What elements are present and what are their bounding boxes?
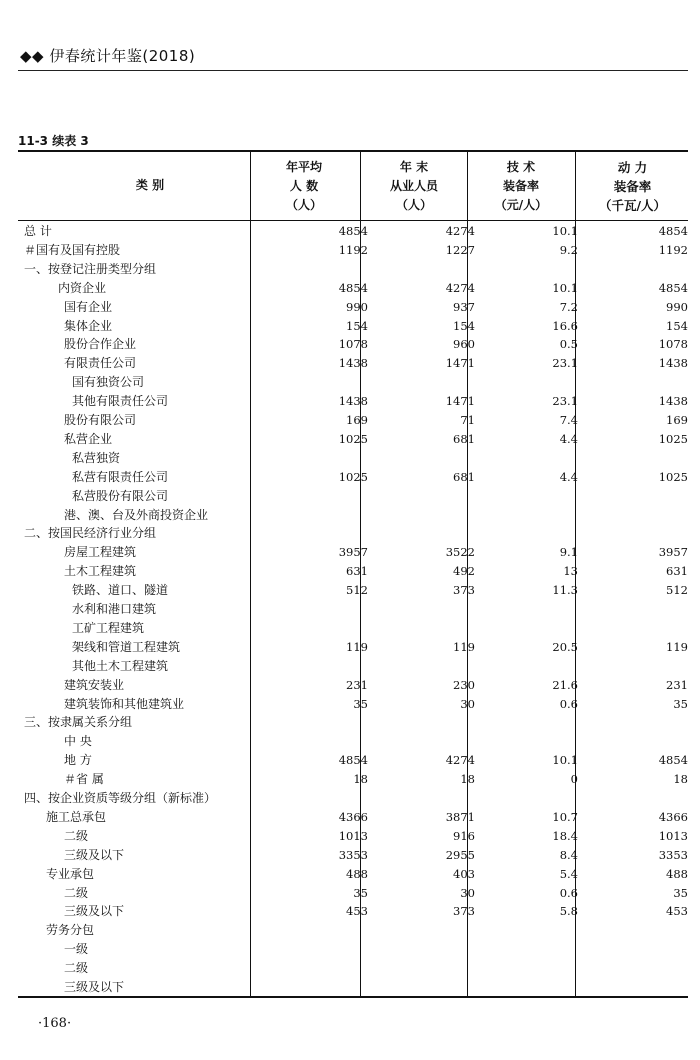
row-value: 3871 — [445, 809, 475, 824]
row-label: 水利和港口建筑 — [72, 602, 157, 616]
row-value: 5.8 — [559, 904, 578, 919]
row-value: 1025 — [338, 431, 368, 446]
table-row — [18, 487, 688, 506]
row-label: 二级 — [64, 828, 89, 843]
header-category: 类 别 — [135, 178, 165, 192]
row-value: 1227 — [445, 242, 475, 257]
row-value: 1438 — [338, 356, 368, 371]
row-value: 4366 — [338, 809, 368, 824]
row-value: 4274 — [445, 753, 475, 768]
row-value: 18 — [460, 772, 475, 787]
row-value: 23.1 — [552, 394, 578, 409]
row-value: 453 — [346, 904, 368, 919]
row-label: 一级 — [64, 942, 89, 957]
header-line: （元/人） — [494, 198, 548, 212]
header-line: 装备率 — [613, 179, 652, 194]
row-label: 二级 — [64, 961, 89, 976]
row-value: 119 — [666, 639, 688, 654]
page-number: ·168· — [38, 1016, 72, 1031]
row-value: 71 — [460, 413, 475, 427]
row-value: 13 — [563, 564, 578, 579]
row-value: 0.5 — [559, 337, 578, 352]
row-label: 建筑装饰和其他建筑业 — [64, 696, 185, 711]
row-label: 三级及以下 — [64, 980, 125, 994]
row-value: 1471 — [445, 394, 475, 409]
row-value: 1025 — [658, 469, 688, 484]
row-value: 9.2 — [559, 242, 578, 257]
row-value: 35 — [353, 696, 368, 711]
row-value: 11.3 — [552, 583, 578, 598]
table-row — [18, 581, 688, 600]
row-value: 0 — [570, 772, 578, 787]
row-value: 30 — [460, 885, 475, 900]
row-value: 10.1 — [552, 753, 578, 768]
table-row — [18, 600, 688, 619]
header-line: 从业人员 — [389, 179, 438, 193]
row-label: 三级及以下 — [64, 847, 125, 862]
row-value: 3353 — [658, 847, 688, 862]
row-value: 681 — [453, 469, 475, 484]
row-label: 内资企业 — [58, 280, 107, 295]
table-row — [18, 713, 688, 732]
row-value: 4854 — [658, 280, 688, 295]
row-label: 私营有限责任公司 — [72, 469, 169, 484]
table-row — [18, 978, 688, 997]
row-value: 1471 — [445, 356, 475, 371]
row-label: 股份有限公司 — [64, 413, 137, 427]
row-value: 3957 — [338, 545, 368, 560]
row-value: 18 — [673, 772, 688, 787]
row-value: 4854 — [338, 224, 368, 238]
row-label: 国有独资公司 — [72, 375, 145, 390]
row-value: 3522 — [445, 545, 475, 560]
row-value: 5.4 — [559, 866, 578, 881]
row-label: 中 央 — [64, 734, 92, 749]
row-value: 1013 — [338, 828, 368, 843]
row-value: 16.6 — [552, 318, 578, 333]
table-top-rule — [18, 150, 688, 152]
table-row — [18, 241, 688, 260]
table-row — [18, 354, 688, 373]
row-value: 4.4 — [559, 469, 578, 484]
row-label: 私营股份有限公司 — [72, 488, 169, 503]
row-label: 港、澳、台及外商投资企业 — [64, 507, 209, 522]
row-value: 23.1 — [552, 356, 578, 371]
table-row — [18, 808, 688, 827]
header-line: （千瓦/人） — [598, 198, 667, 213]
row-label: 一、按登记注册类型分组 — [24, 261, 157, 276]
row-label: 地 方 — [64, 753, 92, 768]
row-value: 453 — [666, 904, 688, 919]
row-value: 230 — [453, 677, 475, 692]
header-power-equipment-rate — [577, 158, 688, 215]
row-value: 10.1 — [552, 224, 578, 238]
row-label: 有限责任公司 — [64, 356, 137, 371]
row-value: 488 — [666, 866, 688, 881]
table-row — [18, 657, 688, 676]
row-value: 8.4 — [559, 847, 578, 862]
row-value: 960 — [453, 337, 475, 352]
table-row — [18, 392, 688, 411]
row-value: 990 — [346, 299, 368, 314]
row-value: 169 — [346, 413, 368, 427]
row-value: 916 — [453, 828, 475, 843]
row-value: 154 — [453, 318, 475, 333]
row-value: 119 — [346, 639, 368, 654]
row-value: 4854 — [658, 753, 688, 768]
row-value: 492 — [453, 564, 475, 579]
header-avg-persons — [252, 158, 356, 215]
row-label: 建筑安装业 — [64, 677, 125, 692]
row-value: 4274 — [445, 224, 475, 238]
row-label: 四、按企业资质等级分组（新标准） — [24, 791, 217, 805]
table-row — [18, 902, 688, 921]
table-row — [18, 506, 688, 525]
table-row — [18, 543, 688, 562]
row-value: 7.2 — [559, 299, 578, 314]
row-value: 154 — [346, 318, 368, 333]
row-value: 990 — [666, 299, 688, 314]
row-value: 2955 — [445, 847, 475, 862]
row-label: 集体企业 — [64, 318, 113, 333]
table-row — [18, 335, 688, 354]
row-label: 架线和管道工程建筑 — [72, 639, 181, 654]
row-value: 10.1 — [552, 280, 578, 295]
row-value: 4366 — [658, 809, 688, 824]
running-header: ◆◆ 伊春统计年鉴(2018) — [20, 47, 196, 65]
row-label: 专业承包 — [46, 866, 95, 881]
table-row — [18, 430, 688, 449]
row-label: 二级 — [64, 885, 89, 900]
row-label: ＃国有及国有控股 — [24, 242, 121, 257]
row-value: 7.4 — [559, 413, 578, 427]
table-row — [18, 619, 688, 638]
table-row — [18, 770, 688, 789]
row-value: 1438 — [658, 394, 688, 409]
row-label: 铁路、道口、隧道 — [72, 583, 169, 598]
row-value: 3353 — [338, 847, 368, 862]
row-value: 231 — [666, 677, 688, 692]
row-label: 总 计 — [24, 224, 52, 238]
table-row — [18, 865, 688, 884]
row-value: 4854 — [338, 280, 368, 295]
row-value: 4.4 — [559, 431, 578, 446]
row-label: 劳务分包 — [46, 923, 95, 938]
row-value: 35 — [353, 885, 368, 900]
row-label: 三、按隶属关系分组 — [24, 715, 133, 730]
table-row — [18, 449, 688, 468]
row-value: 30 — [460, 696, 475, 711]
row-value: 9.1 — [559, 545, 578, 560]
table-row — [18, 846, 688, 865]
table-row — [18, 959, 688, 978]
table-row — [18, 468, 688, 487]
row-value: 1438 — [658, 356, 688, 371]
row-value: 21.6 — [552, 677, 578, 692]
row-label: 私营独资 — [72, 450, 121, 465]
table-row — [18, 695, 688, 714]
row-value: 1025 — [338, 469, 368, 484]
row-value: 0.6 — [559, 885, 578, 900]
header-yearend-employees — [362, 158, 466, 215]
table-row — [18, 638, 688, 657]
header-tech-equipment-rate — [469, 158, 573, 215]
row-value: 373 — [453, 904, 475, 919]
table-row — [18, 222, 688, 241]
row-label: 施工总承包 — [46, 809, 107, 824]
header-line: 技 术 — [506, 160, 536, 174]
row-label: 工矿工程建筑 — [72, 620, 145, 635]
table-title: 11-3 续表 3 — [18, 134, 89, 148]
table-header-rule — [18, 220, 688, 221]
row-value: 10.7 — [552, 809, 578, 824]
row-value: 403 — [453, 866, 475, 881]
row-value: 512 — [666, 583, 688, 598]
row-value: 1025 — [658, 431, 688, 446]
row-value: 1192 — [658, 242, 688, 257]
row-value: 154 — [666, 318, 688, 333]
row-value: 1192 — [338, 242, 368, 257]
row-label: 二、按国民经济行业分组 — [24, 526, 157, 541]
row-label: 其他土木工程建筑 — [72, 658, 169, 673]
row-label: 其他有限责任公司 — [72, 394, 169, 409]
row-value: 35 — [673, 885, 688, 900]
row-value: 0.6 — [559, 696, 578, 711]
header-line: （人） — [395, 198, 432, 212]
row-value: 373 — [453, 583, 475, 598]
table-row — [18, 921, 688, 940]
header-line: 装备率 — [502, 179, 539, 193]
row-value: 488 — [346, 866, 368, 881]
table-row — [18, 373, 688, 392]
table-row — [18, 751, 688, 770]
header-line: 动 力 — [617, 160, 648, 175]
table-row — [18, 732, 688, 751]
row-label: 股份合作企业 — [64, 337, 137, 352]
row-value: 512 — [346, 583, 368, 598]
row-label: 房屋工程建筑 — [64, 545, 137, 560]
row-value: 1078 — [338, 337, 368, 352]
row-value: 18 — [353, 772, 368, 787]
table-row — [18, 411, 688, 430]
row-value: 631 — [346, 564, 368, 579]
row-value: 1013 — [658, 828, 688, 843]
header-line: 年 末 — [399, 160, 429, 174]
row-value: 4854 — [338, 753, 368, 768]
row-value: 169 — [666, 413, 688, 427]
row-value: 1438 — [338, 394, 368, 409]
row-label: 国有企业 — [64, 299, 113, 314]
row-value: 4274 — [445, 280, 475, 295]
table-row — [18, 317, 688, 336]
row-label: 私营企业 — [64, 431, 113, 446]
row-value: 20.5 — [552, 639, 578, 654]
table-row — [18, 279, 688, 298]
row-value: 681 — [453, 431, 475, 446]
row-label: 土木工程建筑 — [64, 564, 137, 579]
table-row — [18, 260, 688, 279]
row-value: 631 — [666, 564, 688, 579]
row-value: 1078 — [658, 337, 688, 352]
row-value: 18.4 — [552, 828, 578, 843]
table-row — [18, 789, 688, 808]
table-row — [18, 298, 688, 317]
row-value: 231 — [346, 677, 368, 692]
header-rule — [18, 70, 688, 71]
header-line: 年平均 — [285, 160, 322, 174]
table-row — [18, 524, 688, 543]
row-value: 937 — [453, 299, 475, 314]
row-value: 4854 — [658, 224, 688, 238]
row-label: 三级及以下 — [64, 904, 125, 919]
table-row — [18, 676, 688, 695]
row-value: 3957 — [658, 545, 688, 560]
row-label: ＃省 属 — [64, 772, 104, 787]
table-row — [18, 562, 688, 581]
header-line: 人 数 — [289, 179, 319, 193]
header-line: （人） — [285, 198, 322, 212]
row-value: 119 — [453, 639, 475, 654]
table-row — [18, 827, 688, 846]
table-row — [18, 884, 688, 903]
table-row — [18, 940, 688, 959]
row-value: 35 — [673, 696, 688, 711]
